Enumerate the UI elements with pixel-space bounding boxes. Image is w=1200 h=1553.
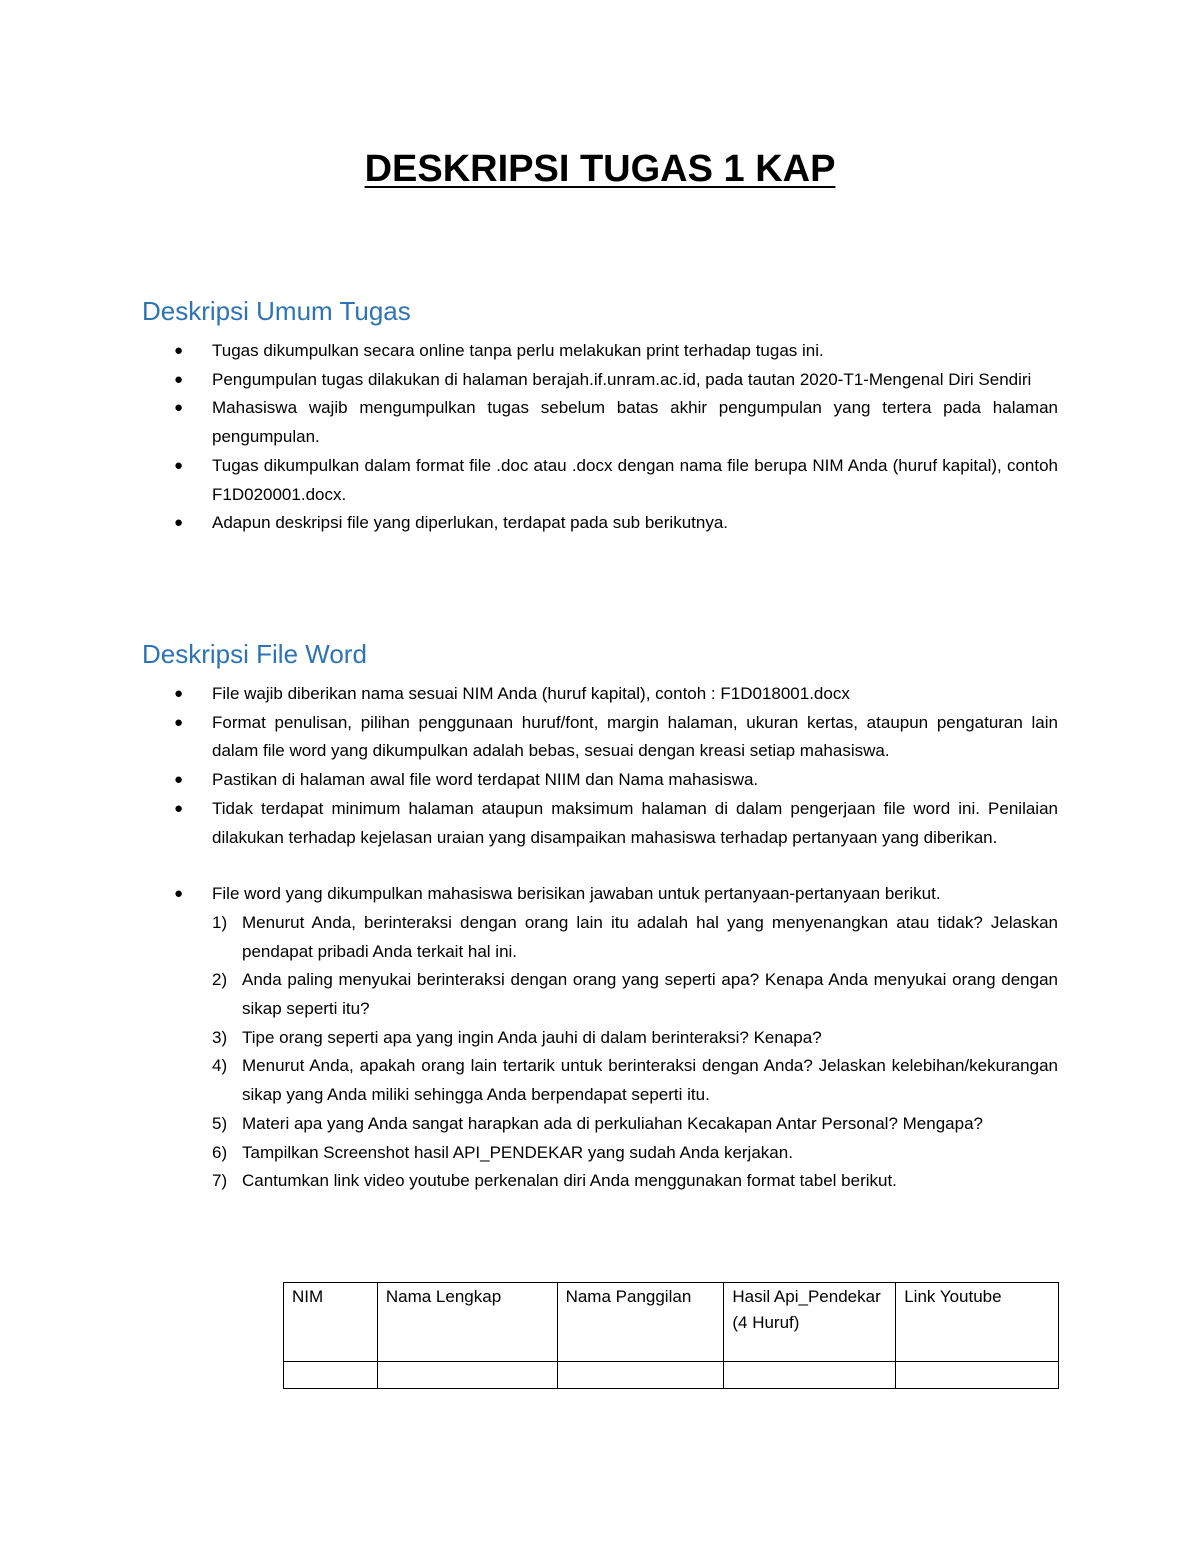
bullet-list-file-word [170, 680, 1058, 1196]
bullet-icon: ● [174, 685, 184, 702]
section-heading-umum: Deskripsi Umum Tugas [142, 296, 411, 326]
table-header-cell: Hasil Api_Pendekar (4 Huruf) [724, 1283, 896, 1362]
list-item: ● Pastikan di halaman awal file word terdapat NIIM dan Nama mahasiswa. [170, 766, 1058, 795]
table-header-cell: NIM [284, 1283, 378, 1362]
list-item: ● Format penulisan, pilihan penggunaan huruf/font, margin halaman, ukuran kertas, ataupun pengaturan lain dalam file word yang dikumpulkan adalah bebas, sesuai dengan kreasi setiap mahasiswa. [170, 709, 1058, 766]
question-item: 5) Materi apa yang Anda sangat harapkan ada di perkuliahan Kecakapan Antar Personal? Mengapa? [212, 1113, 983, 1133]
table-cell [377, 1362, 557, 1389]
table-header-cell: Nama Lengkap [377, 1283, 557, 1362]
question-item: 3) Tipe orang seperti apa yang ingin Anda jauhi di dalam berinteraksi? Kenapa? [212, 1027, 822, 1047]
bullet-icon: ● [174, 799, 184, 817]
list-item: ● File wajib diberikan nama sesuai NIM Anda (huruf kapital), contoh : F1D018001.docx [170, 680, 1058, 709]
list-item: ● Pengumpulan tugas dilakukan di halaman berajah.if.unram.ac.id, pada tautan 2020-T1-Mengenal Diri Sendiri [170, 366, 1058, 395]
bullet-list-umum [170, 337, 1058, 538]
bullet-icon: ● [174, 514, 184, 532]
bullet-icon: ● [174, 399, 184, 417]
table-cell [284, 1362, 378, 1389]
section-heading-file-word: Deskripsi File Word [142, 639, 367, 669]
youtube-link-table [283, 1282, 1059, 1389]
table-row [284, 1362, 1059, 1389]
bullet-icon: ● [174, 342, 184, 359]
question-item: 4) Menurut Anda, apakah orang lain tertarik untuk berinteraksi dengan Anda? Jelaskan kelebihan/kekurangan sikap yang Anda miliki sehingga Anda berpendapat seperti itu. [212, 1056, 1058, 1105]
question-item: 6) Tampilkan Screenshot hasil API_PENDEKAR yang sudah Anda kerjakan. [212, 1142, 793, 1162]
list-item: ● Adapun deskripsi file yang diperlukan, terdapat pada sub berikutnya. [170, 509, 1058, 538]
bullet-icon: ● [174, 885, 184, 903]
document-title: DESKRIPSI TUGAS 1 KAP [364, 148, 836, 190]
table-cell [724, 1362, 896, 1389]
list-item: ● Tugas dikumpulkan dalam format file .doc atau .docx dengan nama file berupa NIM Anda (huruf kapital), contoh F1D020001.docx. [170, 452, 1058, 509]
bullet-icon: ● [174, 713, 184, 731]
bullet-icon: ● [174, 370, 184, 388]
bullet-icon: ● [174, 456, 184, 474]
question-item: 1) Menurut Anda, berinteraksi dengan orang lain itu adalah hal yang menyenangkan atau tidak? Jelaskan pendapat pribadi Anda terkait hal ini. [212, 912, 1058, 961]
list-item: ● Tugas dikumpulkan secara online tanpa perlu melakukan print terhadap tugas ini. [170, 337, 1058, 366]
table-header-cell: Nama Panggilan [557, 1283, 724, 1362]
table-cell [896, 1362, 1059, 1389]
table-header-cell: Link Youtube [896, 1283, 1059, 1362]
question-item: 2) Anda paling menyukai berinteraksi dengan orang yang seperti apa? Kenapa Anda menyukai orang dengan sikap seperti itu? [212, 970, 1058, 1019]
question-list [212, 909, 1058, 1196]
table-header-row [284, 1283, 1059, 1362]
list-item: ● Mahasiswa wajib mengumpulkan tugas sebelum batas akhir pengumpulan yang tertera pada halaman pengumpulan. [170, 394, 1058, 451]
list-item: ● File word yang dikumpulkan mahasiswa berisikan jawaban untuk pertanyaan-pertanyaan berikut. 1) Menurut Anda, berinteraksi dengan orang lain itu adalah hal yang menyenangkan atau tidak? Jelaskan pendapat pribadi Anda terkait hal ini. 2) Anda paling menyukai berinteraksi dengan orang yang seperti apa? Kenapa Anda menyukai orang dengan sikap seperti itu? 3) Tipe orang seperti apa yang ingin Anda jauhi di dalam berinteraksi? Kenapa? 4) Menurut Anda, apakah orang lain tertarik untuk berinteraksi dengan Anda? Jelaskan kelebihan/kekurangan sikap yang Anda miliki sehingga Anda berpendapat seperti itu. 5) Materi apa yang Anda sangat harapkan ada di perkuliahan Kecakapan Antar Personal? Mengapa? 6) Tampilkan Screenshot hasil API_PENDEKAR yang sudah Anda kerjakan. 7) Cantumkan link video youtube perkenalan diri Anda menggunakan format tabel berikut. [170, 880, 1058, 1196]
bullet-icon: ● [174, 771, 184, 789]
list-item: ● Tidak terdapat minimum halaman ataupun maksimum halaman di dalam pengerjaan file word ini. Penilaian dilakukan terhadap kejelasan uraian yang disampaikan mahasiswa terhadap pertanyaan yang diberikan. [170, 795, 1058, 852]
table-cell [557, 1362, 724, 1389]
question-item: 7) Cantumkan link video youtube perkenalan diri Anda menggunakan format tabel berikut. [212, 1171, 897, 1191]
